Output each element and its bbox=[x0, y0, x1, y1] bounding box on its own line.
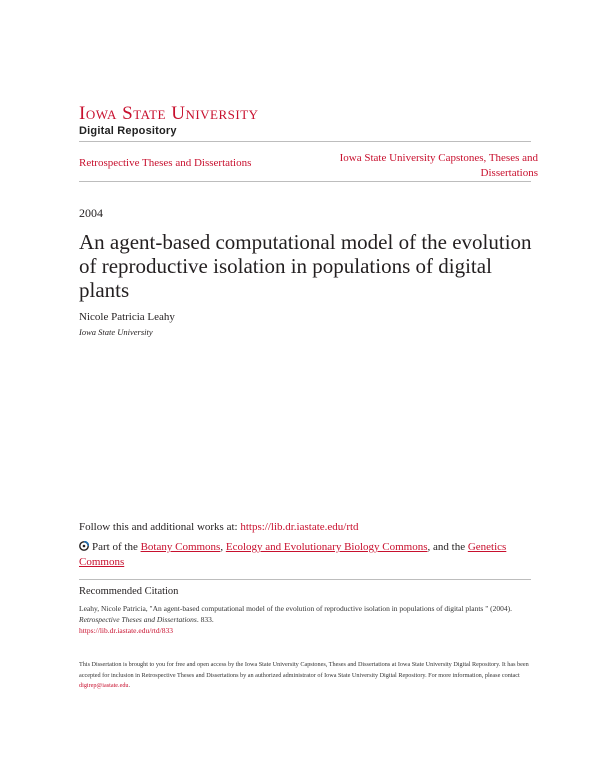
author-name: Nicole Patricia Leahy bbox=[79, 311, 175, 323]
part-of-prefix: Part of the bbox=[92, 541, 138, 553]
document-title: An agent-based computational model of the evolution of reproductive isolation in populations of digital plants bbox=[79, 230, 532, 302]
logo-university-name: Iowa State University bbox=[79, 103, 259, 124]
genetics-commons-link[interactable]: Genetics Commons bbox=[79, 541, 507, 568]
citation-main: Leahy, Nicole Patricia, "An agent-based computational model of the evolution of reproductive isolation in populations of digital plants " (2004). bbox=[79, 604, 513, 613]
follow-line bbox=[79, 521, 359, 533]
citation-text bbox=[79, 603, 529, 636]
header-bottom-rule bbox=[79, 181, 531, 182]
collection-link-capstones[interactable]: Iowa State University Capstones, Theses and Dissertations bbox=[339, 152, 538, 179]
open-access-icon bbox=[79, 541, 89, 551]
botany-commons-link[interactable]: Botany Commons bbox=[140, 541, 221, 553]
footer-notice bbox=[79, 660, 534, 692]
follow-label: Follow this and additional works at: bbox=[79, 521, 238, 533]
publication-year: 2004 bbox=[79, 206, 103, 220]
logo-repository-name: Digital Repository bbox=[79, 125, 177, 137]
citation-url-link[interactable]: https://lib.dr.iastate.edu/rtd/833 bbox=[79, 626, 173, 635]
footer-text: This Dissertation is brought to you for free and open access by the Iowa State University Capstones, Theses and Dissertations at Iowa State University Digital Repository. It has been accepted for inclusion in Retrospective Theses and Dissertations by an authorized administrator of Iowa State University Digital Repository. For more information, please contact bbox=[79, 661, 529, 679]
footer-end: . bbox=[128, 682, 131, 689]
author-affiliation: Iowa State University bbox=[79, 327, 153, 337]
header-top-rule bbox=[79, 141, 531, 142]
part-of-line bbox=[79, 540, 539, 570]
iowa-state-logo[interactable] bbox=[79, 104, 259, 137]
part-of-separator-2: , and the bbox=[427, 541, 466, 553]
ecology-evolutionary-biology-commons-link[interactable]: Ecology and Evolutionary Biology Commons bbox=[225, 541, 428, 553]
part-of-separator-1: , bbox=[220, 541, 224, 553]
recommended-citation-heading: Recommended Citation bbox=[79, 586, 179, 597]
citation-series: Retrospective Theses and Dissertations bbox=[79, 615, 197, 624]
collection-link-retrospective[interactable]: Retrospective Theses and Dissertations bbox=[79, 157, 252, 169]
follow-url-link[interactable]: https://lib.dr.iastate.edu/rtd bbox=[240, 521, 359, 533]
contact-email-link[interactable]: digirep@iastate.edu bbox=[79, 682, 129, 689]
citation-number: . 833. bbox=[196, 615, 214, 624]
citation-top-rule bbox=[79, 579, 531, 580]
